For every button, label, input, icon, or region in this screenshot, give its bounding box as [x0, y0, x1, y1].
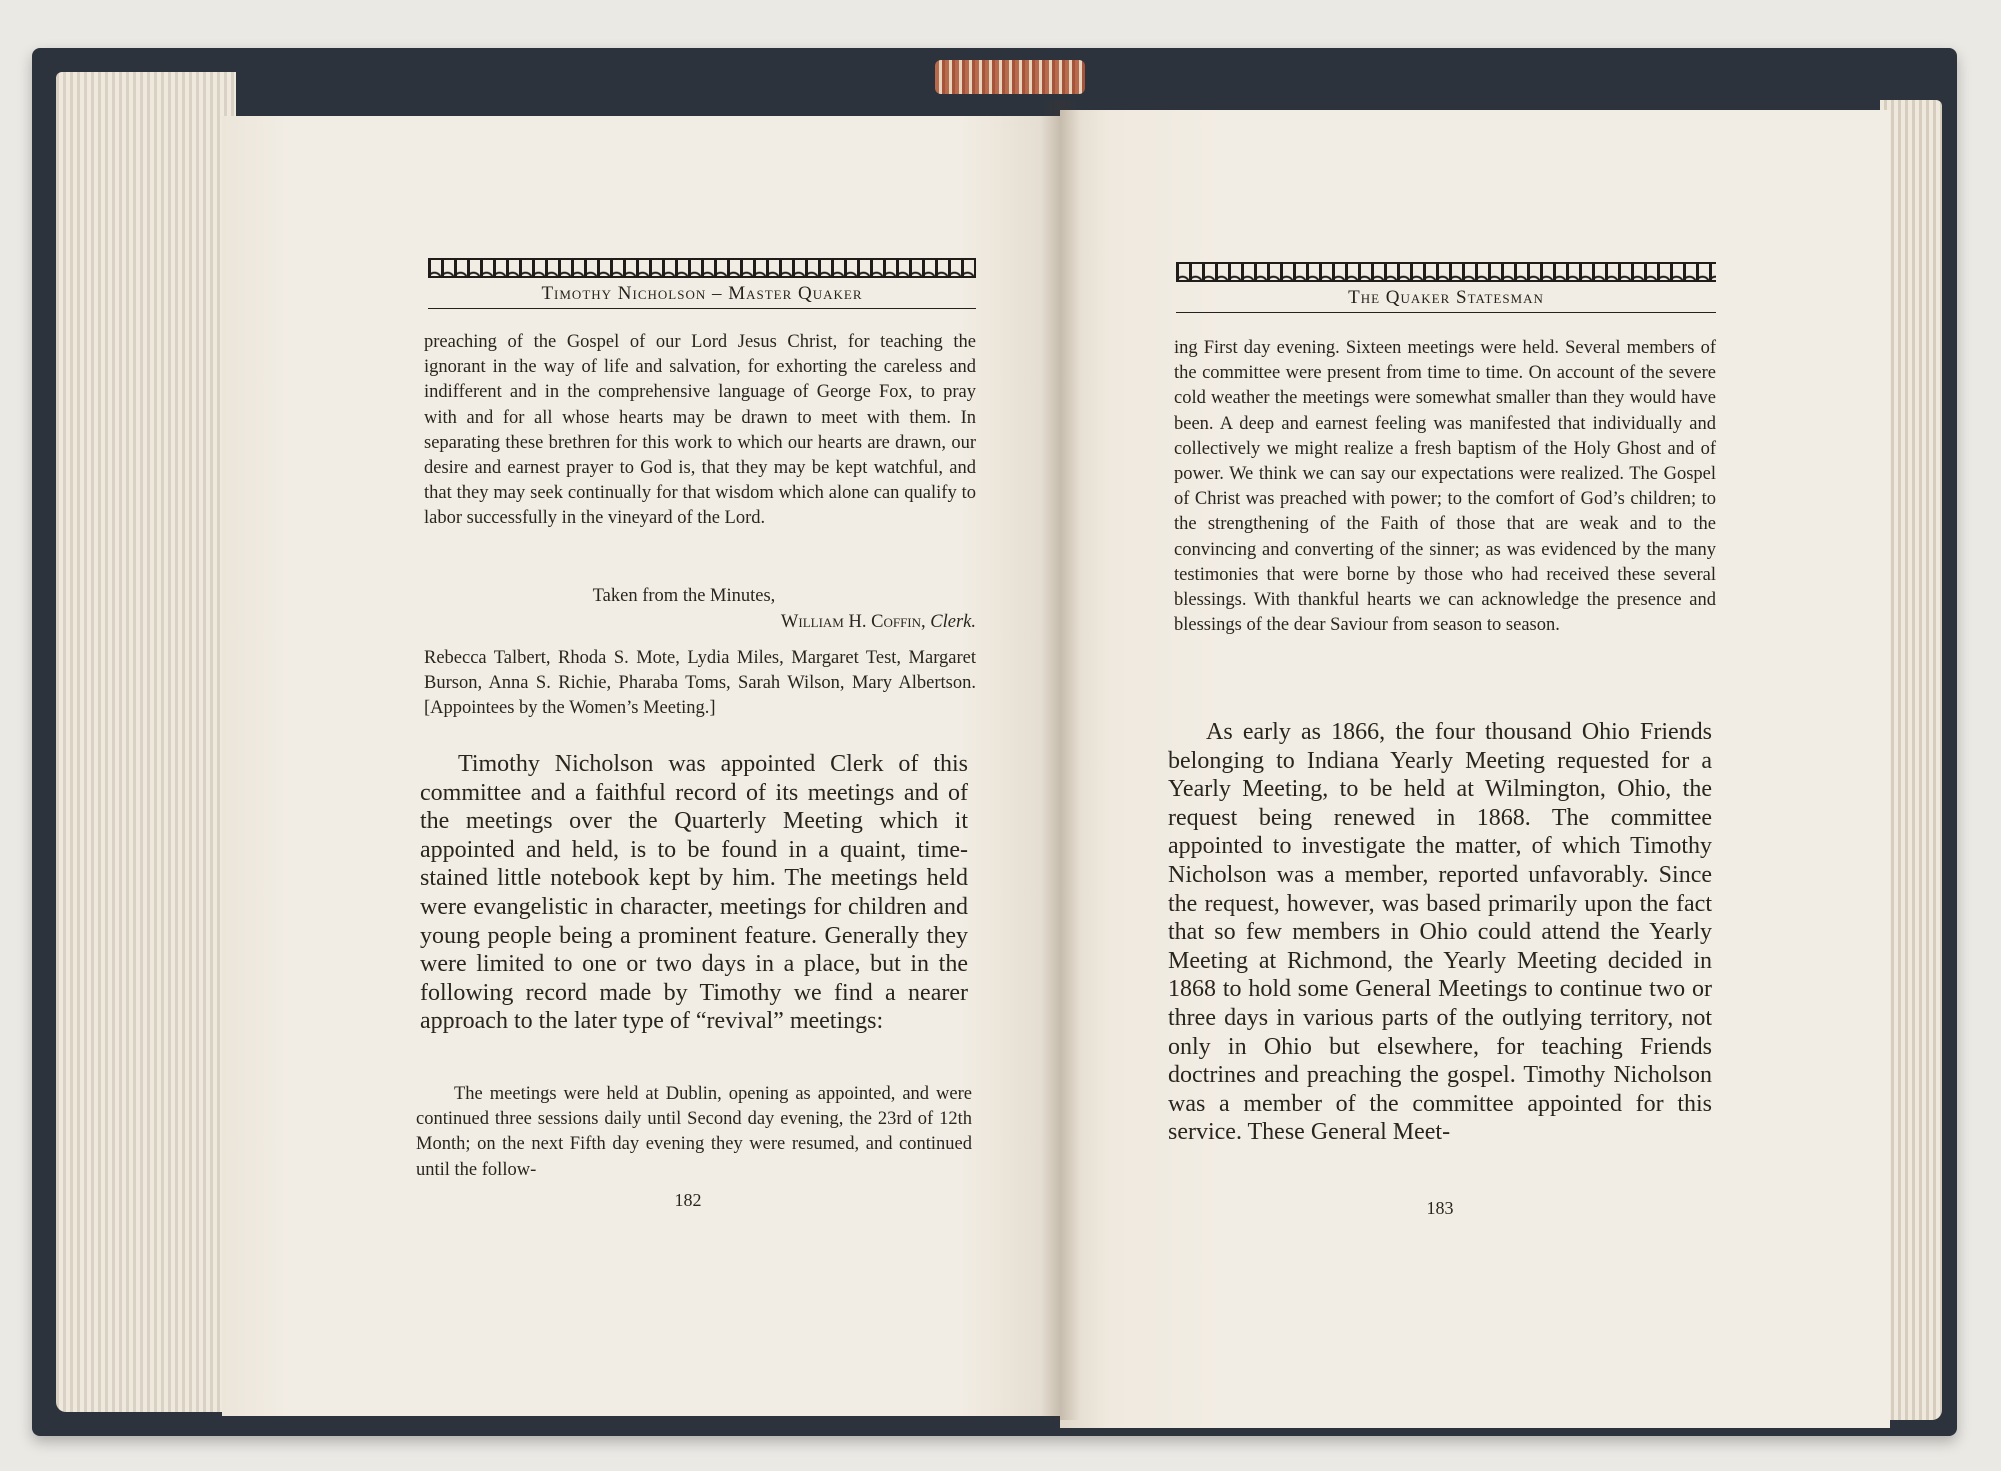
signature-title: Clerk. — [930, 612, 976, 632]
right-quote-paragraph — [1174, 336, 1716, 638]
main-text: Timothy Nicholson was appointed Clerk of this committee and a faithful record of its meetings and of the meetings over the Quarterly Meeting which it appointed and held, is to be found in a quaint, time-stained little notebook kept by him. The meetings held were evangelistic in character, meetings for children and young people being a prominent feature. Generally they were limited to one or two days in a place, but in the following record made by Timothy we find a nearer approach to the later type of “revival” meetings: — [420, 751, 968, 1035]
minutes-text: Taken from the Minutes, — [592, 586, 776, 606]
book-gutter — [1040, 100, 1080, 1420]
ornament-band — [1176, 262, 1716, 282]
running-head: Timothy Nicholson – Master Quaker — [428, 278, 976, 309]
page-number-left: 182 — [674, 1190, 702, 1210]
page-stack-left — [56, 72, 236, 1412]
quote-text: preaching of the Gospel of our Lord Jesus Christ, for teaching the ignorant in the way of life and salvation, for exhorting the careless and indifferent and in the comprehensive language of George Fox, to pray with and for all whose hearts may be drawn to meet with them. In separating these brethren for this work to which our hearts are drawn, our desire and earnest prayer to God is, that they may be kept watchful, and that they may seek continually for that wisdom which alone can qualify to labor successfully in the vineyard of the Lord. — [424, 332, 976, 529]
signature-name: William H. Coffin, — [780, 612, 926, 632]
quote-text: ing First day evening. Sixteen meetings were held. Several members of the committee were present from time to time. On account of the severe cold weather the meetings were somewhat smaller than they would have been. A deep and earnest feeling was manifested that individually and collectively we might realize a fresh baptism of the Holy Ghost and of power. We think we can say our expectations were realized. The Gospel of Christ was preached with power; to the comfort of God’s children; to the strengthening of the Faith of those that are weak and to the convincing and converting of the sinner; as was evidenced by the many testimonies that were borne by those who had received these several blessings. With thankful hearts we can acknowledge the presence and blessings of the dear Saviour from season to season. — [1174, 338, 1716, 636]
left-record-quote — [416, 1082, 972, 1183]
main-text: As early as 1866, the four thousand Ohio Friends belonging to Indiana Yearly Meeting requested for a Yearly Meeting, to be held at Wilmington, Ohio, the request being renewed in 1868. The committee appointed to investigate the matter, of which Timothy Nicholson was a member, reported unfavorably. Since the request, however, was based primarily upon the fact that so few members in Ohio could attend the Yearly Meeting at Richmond, the Yearly Meeting decided in 1868 to hold some General Meetings to continue two or three days in various parts of the outlying territory, not only in Ohio but elsewhere, for teaching Friends doctrines and preaching the gospel. Timothy Nicholson was a member of the committee appointed for this service. These General Meet- — [1168, 719, 1712, 1146]
ornament-band — [428, 258, 976, 278]
right-main-paragraph — [1168, 718, 1712, 1147]
appointees-text: Rebecca Talbert, Rhoda S. Mote, Lydia Miles, Margaret Test, Margaret Burson, Anna S. Richie, Pharaba Toms, Sarah Wilson, Mary Albertson. [Appointees by the Women’s Meeting.] — [424, 648, 976, 719]
page-number-right: 183 — [1426, 1198, 1454, 1218]
book-headband — [935, 60, 1085, 94]
left-quote-paragraph — [424, 330, 976, 532]
left-header — [428, 258, 976, 309]
minutes-line — [424, 584, 944, 609]
right-header — [1176, 262, 1716, 313]
running-head: The Quaker Statesman — [1176, 282, 1716, 313]
signature-line — [424, 610, 1000, 635]
appointees-paragraph — [424, 646, 976, 722]
left-main-paragraph — [420, 750, 968, 1036]
record-quote-text: The meetings were held at Dublin, opening as appointed, and were continued three sessions daily until Second day evening, the 23rd of 12th Month; on the next Fifth day evening they were resumed, and continued until the follow- — [416, 1084, 972, 1180]
